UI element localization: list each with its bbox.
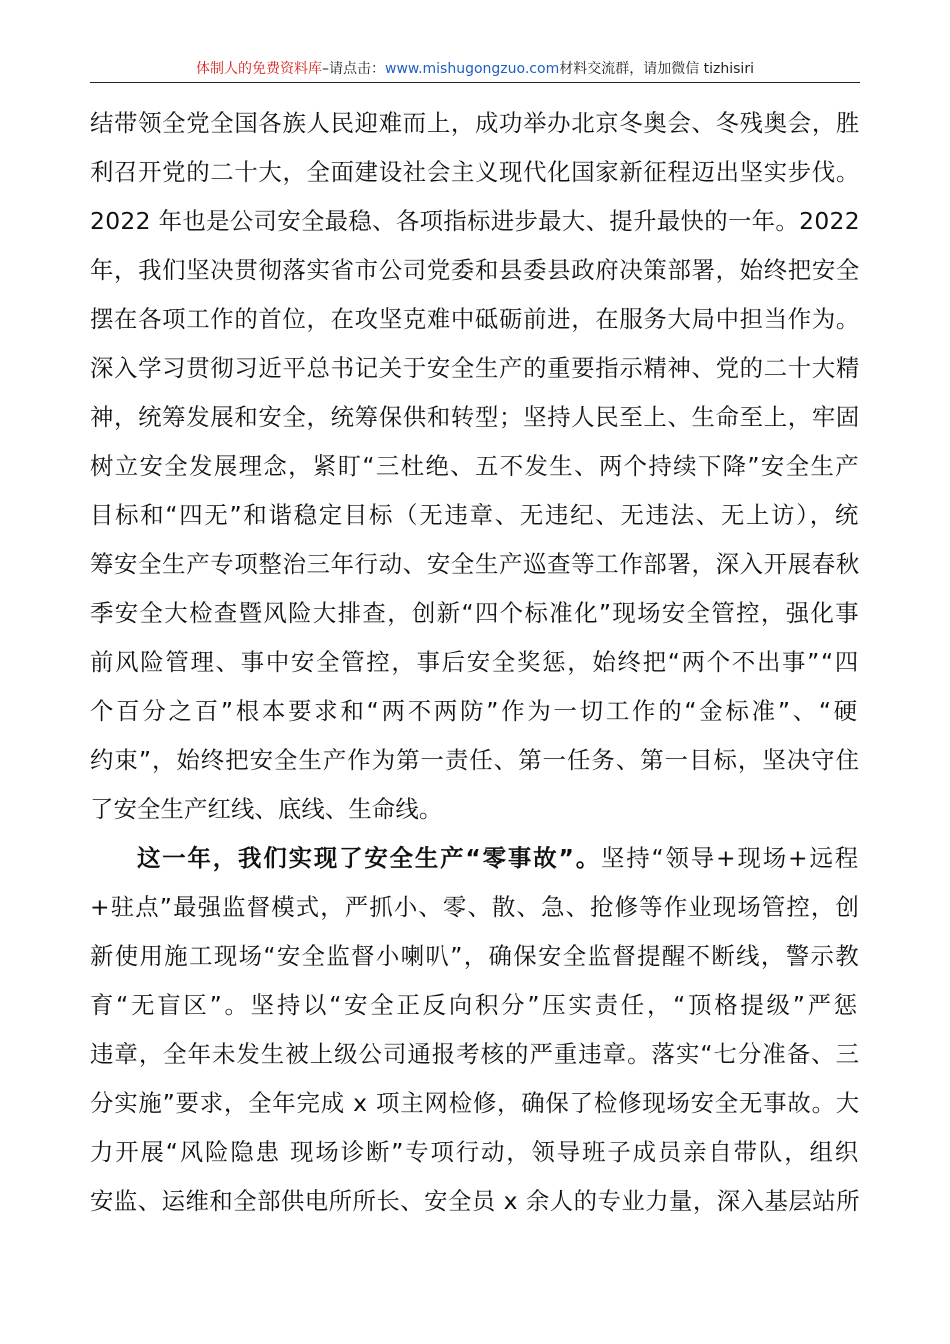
text-line: 神，统筹发展和安全，统筹保供和转型；坚持人民至上、生命至上，牢固 <box>90 403 860 431</box>
text-line: 季安全大检查暨风险大排查，创新“四个标准化”现场安全管控，强化事 <box>90 599 860 627</box>
text-line: 筹安全生产专项整治三年行动、安全生产巡查等工作部署，深入开展春秋 <box>90 550 860 578</box>
text-line: 结带领全党全国各族人民迎难而上，成功举办北京冬奥会、冬残奥会，胜 <box>90 109 860 137</box>
text-line: 个百分之百”根本要求和“两不两防”作为一切工作的“金标准”、“硬 <box>90 697 860 725</box>
document-body <box>90 99 860 1226</box>
first-line-rest: 坚持“领导+现场+远程 <box>600 844 860 872</box>
text-line: 违章，全年未发生被上级公司通报考核的严重违章。落实“七分准备、三 <box>90 1040 860 1068</box>
header-website-link[interactable]: www.mishugongzuo.com <box>385 61 560 77</box>
text-line: 安监、运维和全部供电所所长、安全员 x 余人的专业力量，深入基层站所 <box>90 1187 860 1215</box>
text-line: 了安全生产红线、底线、生命线。 <box>90 795 443 823</box>
text-line: 2022 年也是公司安全最稳、各项指标进步最大、提升最快的一年。2022 <box>90 207 860 235</box>
paragraph-2 <box>90 834 860 1226</box>
text-line: 利召开党的二十大，全面建设社会主义现代化国家新征程迈出坚实步伐。 <box>90 158 860 186</box>
text-line: 新使用施工现场“安全监督小喇叭”，确保安全监督提醒不断线，警示教 <box>90 942 860 970</box>
paragraph-1 <box>90 99 860 834</box>
page-header <box>90 56 860 83</box>
text-line: 深入学习贯彻习近平总书记关于安全生产的重要指示精神、党的二十大精 <box>90 354 860 382</box>
text-line: 分实施”要求，全年完成 x 项主网检修，确保了检修现场安全无事故。大 <box>90 1089 860 1117</box>
text-line: 目标和“四无”和谐稳定目标（无违章、无违纪、无违法、无上访），统 <box>90 501 860 529</box>
text-line: 育“无盲区”。坚持以“安全正反向积分”压实责任，“顶格提级”严惩 <box>90 991 860 1019</box>
text-line: 年，我们坚决贯彻落实省市公司党委和县委县政府决策部署，始终把安全 <box>90 256 860 284</box>
header-prompt: –请点击： <box>322 61 386 77</box>
paragraph-lead-heading: 这一年，我们实现了安全生产“零事故”。 <box>137 844 601 872</box>
text-line: +驻点”最强监督模式，严抓小、零、散、急、抢修等作业现场管控，创 <box>90 893 860 921</box>
text-line: 摆在各项工作的首位，在攻坚克难中砥砺前进，在服务大局中担当作为。 <box>90 305 860 333</box>
header-suffix: 材料交流群，请加微信 tizhisiri <box>559 61 754 77</box>
text-line: 树立安全发展理念，紧盯“三杜绝、五不发生、两个持续下降”安全生产 <box>90 452 860 480</box>
text-line: 约束”，始终把安全生产作为第一责任、第一任务、第一目标，坚决守住 <box>90 746 860 774</box>
header-brand: 体制人的免费资料库 <box>196 61 323 77</box>
text-line: 力开展“风险隐患 现场诊断”专项行动，领导班子成员亲自带队，组织 <box>90 1138 860 1166</box>
text-line-first <box>90 834 860 883</box>
text-line: 前风险管理、事中安全管控，事后安全奖惩，始终把“两个不出事”“四 <box>90 648 860 676</box>
